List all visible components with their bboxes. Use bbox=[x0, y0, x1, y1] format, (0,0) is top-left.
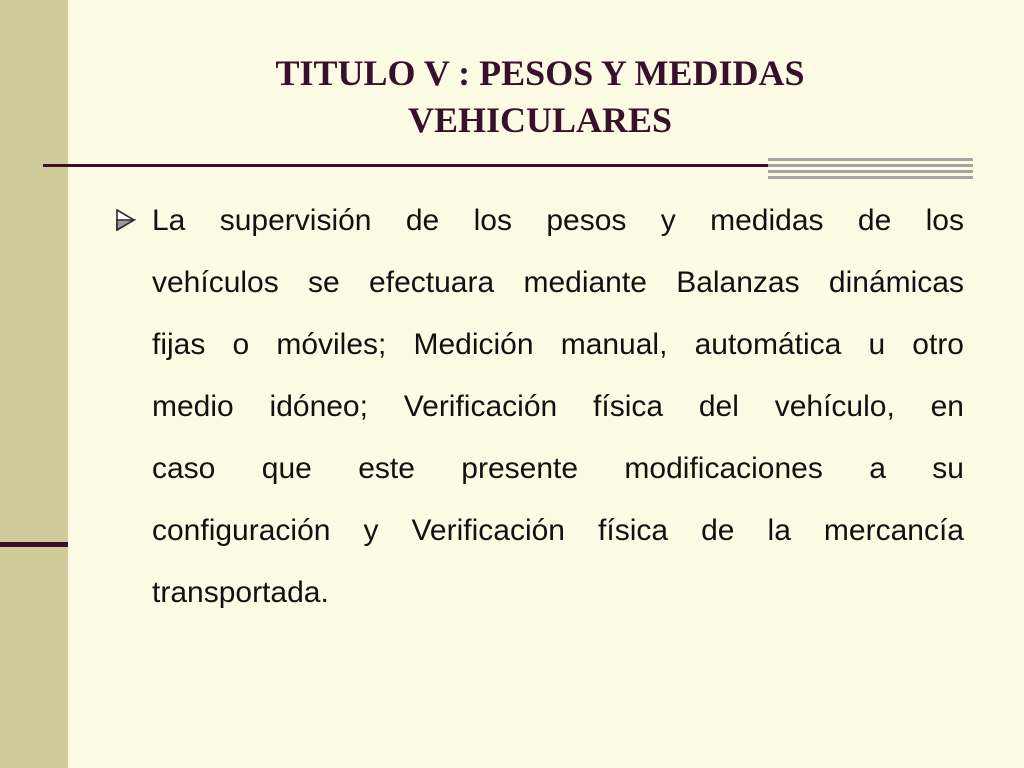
bullet-line: La supervisión de los pesos y medidas de los bbox=[152, 204, 964, 237]
title-divider-accent bbox=[768, 158, 973, 180]
slide-title bbox=[100, 50, 980, 144]
bullet-line: fijas o móviles; Medición manual, automática u otro bbox=[152, 328, 964, 361]
arrowhead-bullet-icon bbox=[114, 209, 136, 231]
bullet-line: vehículos se efectuara mediante Balanzas dinámicas bbox=[152, 266, 964, 299]
slide-title-line: VEHICULARES bbox=[407, 100, 673, 140]
bullet-line: transportada. bbox=[152, 576, 329, 609]
left-sidebar-band bbox=[0, 0, 68, 768]
bullet-line: caso que este presente modificaciones a su bbox=[152, 452, 964, 485]
left-sidebar-divider bbox=[0, 542, 68, 547]
slide-title-line: TITULO V : PESOS Y MEDIDAS bbox=[275, 53, 805, 93]
bullet-line: medio idóneo; Verificación física del vehículo, en bbox=[152, 390, 964, 423]
bullet-line: configuración y Verificación física de la mercancía bbox=[152, 514, 964, 547]
bullet-paragraph bbox=[152, 190, 964, 624]
